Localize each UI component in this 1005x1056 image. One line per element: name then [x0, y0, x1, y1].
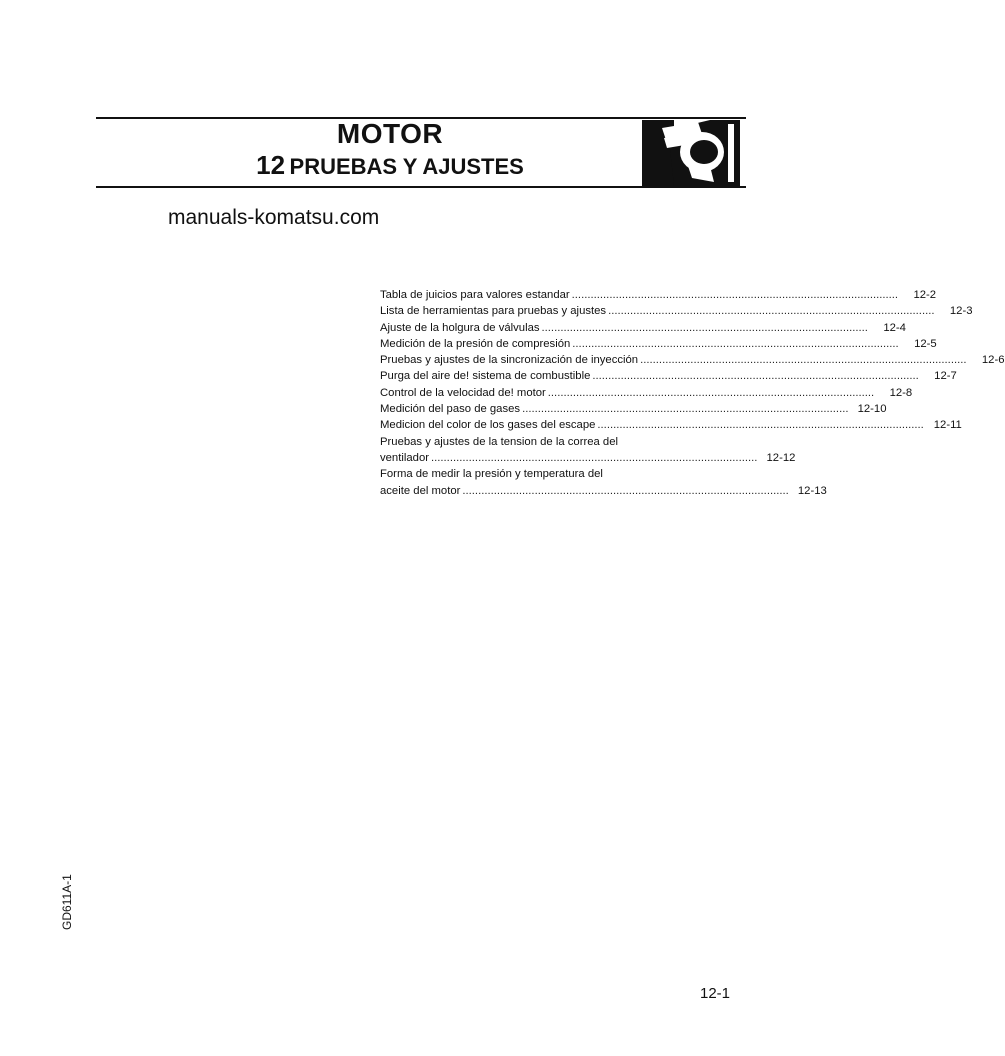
toc-entry[interactable] [380, 352, 1005, 368]
toc-entry[interactable] [380, 417, 962, 433]
toc-entry[interactable] [380, 466, 827, 499]
toc-entry-page: 12-10 [857, 403, 887, 416]
toc-entry-page: 12-7 [934, 370, 957, 383]
toc-entry-title: Purga del aire de! sistema de combustible [380, 370, 591, 383]
toc-entry-page: 12-5 [914, 337, 937, 350]
toc-dot-leader: ........................................................................................................ [572, 337, 899, 350]
toc-entry-title: aceite del motor [380, 484, 461, 497]
toc-entry[interactable] [380, 434, 796, 467]
toc-entry-title: Medicion del color de los gases del escape [380, 419, 596, 432]
toc-dot-leader: ........................................................................................................ [571, 289, 899, 301]
toc-entry[interactable] [380, 368, 957, 384]
toc-entry-title: Tabla de juicios para valores estandar [380, 289, 570, 301]
toc-entry-page: 12-4 [883, 321, 906, 334]
toc-dot-leader: ........................................................................................................ [462, 484, 789, 497]
toc-dot-leader: ........................................................................................................ [547, 386, 875, 399]
engine-piston-icon [640, 120, 746, 186]
toc-dot-leader: ........................................................................................................ [640, 354, 967, 367]
section-title: MOTOR [336, 118, 444, 149]
toc-dot-leader: ........................................................................................................ [597, 419, 924, 432]
watermark-text: manuals-komatsu.com [168, 206, 380, 229]
table-of-contents [380, 287, 1005, 499]
toc-entry[interactable] [380, 385, 913, 401]
toc-dot-leader: ........................................................................................................ [592, 370, 919, 383]
toc-entry-title-line1: Pruebas y ajustes de la tension de la correa del [380, 435, 619, 448]
toc-entry-title-line1: Forma de medir la presión y temperatura del [380, 468, 603, 481]
toc-entry[interactable] [380, 320, 906, 336]
toc-entry-page: 12-8 [889, 386, 913, 399]
toc-entry-page: 12-3 [949, 305, 973, 318]
chapter-title: PRUEBAS Y AJUSTES [289, 154, 524, 179]
chapter-number: 12 [256, 150, 286, 180]
toc-entry-title: Lista de herramientas para pruebas y ajustes [380, 305, 607, 318]
toc-dot-leader: ........................................................................................................ [608, 305, 935, 318]
toc-entry[interactable] [380, 303, 973, 319]
toc-entry-title: Medición de la presión de compresión [380, 337, 571, 350]
toc-entry-title: Medición del paso de gases [380, 403, 521, 416]
toc-dot-leader: ........................................................................................................ [541, 321, 868, 334]
header-bottom-rule [96, 186, 746, 188]
toc-entry-page: 12-12 [766, 451, 796, 464]
page-number: 12-1 [700, 985, 731, 1002]
toc-entry-page: 12-6 [981, 354, 1005, 367]
toc-entry[interactable] [380, 287, 937, 303]
toc-entry[interactable] [380, 401, 887, 417]
toc-entry-title: Control de la velocidad de! motor [380, 386, 546, 399]
toc-entry-title: ventilador [380, 451, 429, 464]
toc-dot-leader: ........................................................................................................ [522, 403, 849, 416]
document-code: GD611A-1 [60, 874, 74, 930]
toc-entry-page: 12-11 [933, 419, 962, 432]
toc-entry-title: Ajuste de la holgura de válvulas [380, 321, 540, 334]
toc-entry-page: 12-2 [913, 289, 937, 301]
toc-entry-title: Pruebas y ajustes de la sincronización de inyección [380, 354, 639, 367]
toc-dot-leader: ........................................................................................................ [430, 451, 758, 464]
toc-entry-page: 12-13 [797, 484, 827, 497]
toc-entry[interactable] [380, 336, 937, 352]
chapter-heading [200, 150, 580, 181]
